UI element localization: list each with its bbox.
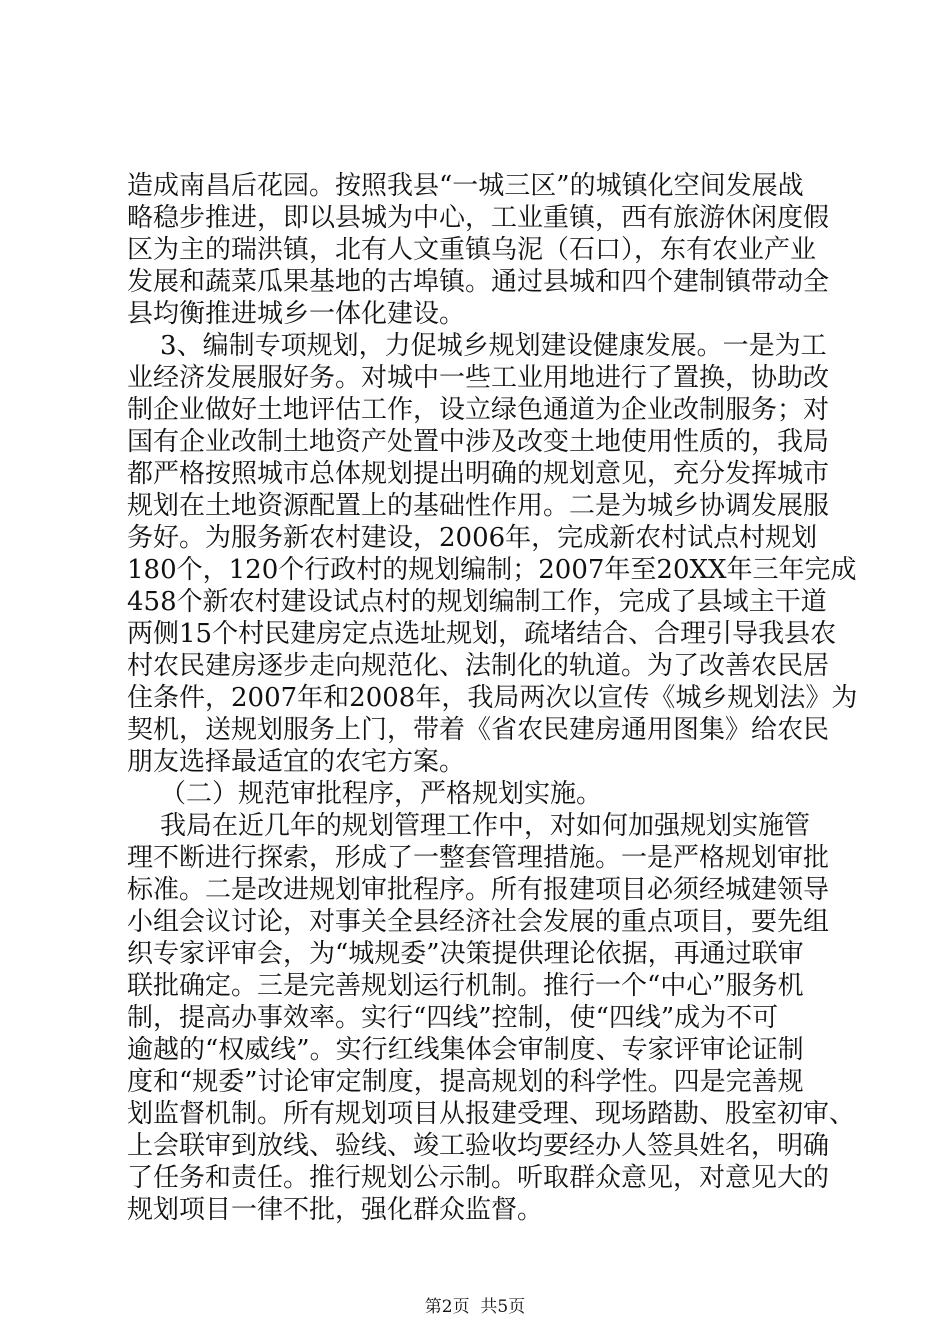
text-line: 两侧15个村民建房定点选址规划，疏堵结合、合理引导我县农 — [127, 619, 837, 649]
page-number-footer: 第2页 共5页 — [424, 1297, 526, 1317]
text-line: 度和“规委”讨论审定制度，提高规划的科学性。四是完善规 — [127, 1067, 804, 1097]
text-line: 规划在土地资源配置上的基础性作用。二是为城乡协调发展服 — [127, 491, 830, 521]
text-line: 3、编制专项规划，力促城乡规划建设健康发展。一是为工 — [127, 331, 827, 361]
text-line: 国有企业改制土地资产处置中涉及改变土地使用性质的，我局 — [127, 427, 830, 457]
text-line: 我局在近几年的规划管理工作中，对如何加强规划实施管 — [127, 811, 811, 841]
text-line: 都严格按照城市总体规划提出明确的规划意见，充分发挥城市 — [127, 459, 830, 489]
text-line: 标准。二是改进规划审批程序。所有报建项目必须经城建领导 — [127, 875, 830, 905]
text-line: 制，提高办事效率。实行“四线”控制，使“四线”成为不可 — [127, 1003, 779, 1033]
text-line: 略稳步推进，即以县城为中心，工业重镇，西有旅游休闲度假 — [127, 203, 830, 233]
text-line: 458个新农村建设试点村的规划编制工作，完成了县域主干道 — [127, 587, 827, 617]
text-line: 造成南昌后花园。按照我县“一城三区”的城镇化空间发展战 — [127, 171, 804, 201]
text-line: 理不断进行探索，形成了一整套管理措施。一是严格规划审批 — [127, 843, 830, 873]
text-line: 住条件，2007年和2008年，我局两次以宣传《城乡规划法》为 — [127, 683, 858, 713]
text-line: 划监督机制。所有规划项目从报建受理、现场踏勘、股室初审、 — [127, 1099, 856, 1129]
text-line: 业经济发展服好务。对城中一些工业用地进行了置换，协助改 — [127, 363, 830, 393]
text-line: 务好。为服务新农村建设，2006年，完成新农村试点村规划 — [127, 523, 818, 553]
text-line: 织专家评审会，为“城规委”决策提供理论依据，再通过联审 — [127, 939, 804, 969]
text-line: 180个，120个行政村的规划编制；2007年至20XX年三年完成 — [127, 555, 857, 585]
text-line: 发展和蔬菜瓜果基地的古埠镇。通过县城和四个建制镇带动全 — [127, 267, 830, 297]
text-line: 朋友选择最适宜的农宅方案。 — [127, 747, 466, 777]
text-line: 规划项目一律不批，强化群众监督。 — [127, 1195, 544, 1225]
text-line: 小组会议讨论，对事关全县经济社会发展的重点项目，要先组 — [127, 907, 830, 937]
text-line: 联批确定。三是完善规划运行机制。推行一个“中心”服务机 — [127, 971, 804, 1001]
text-line: 区为主的瑞洪镇，北有人文重镇乌泥（石口），东有农业产业 — [127, 235, 817, 265]
text-line: 契机，送规划服务上门，带着《省农民建房通用图集》给农民 — [127, 715, 830, 745]
text-line: 制企业做好土地评估工作，设立绿色通道为企业改制服务；对 — [127, 395, 830, 425]
text-line: 上会联审到放线、验线、竣工验收均要经办人签具姓名，明确 — [127, 1131, 830, 1161]
text-line: 逾越的“权威线”。实行红线集体会审制度、专家评审论证制 — [127, 1035, 804, 1065]
section-heading: （二）规范审批程序，严格规划实施。 — [127, 779, 603, 809]
text-line: 了任务和责任。推行规划公示制。听取群众意见，对意见大的 — [127, 1163, 830, 1193]
text-line: 县均衡推进城乡一体化建设。 — [127, 299, 466, 329]
text-line: 村农民建房逐步走向规范化、法制化的轨道。为了改善农民居 — [127, 651, 830, 681]
